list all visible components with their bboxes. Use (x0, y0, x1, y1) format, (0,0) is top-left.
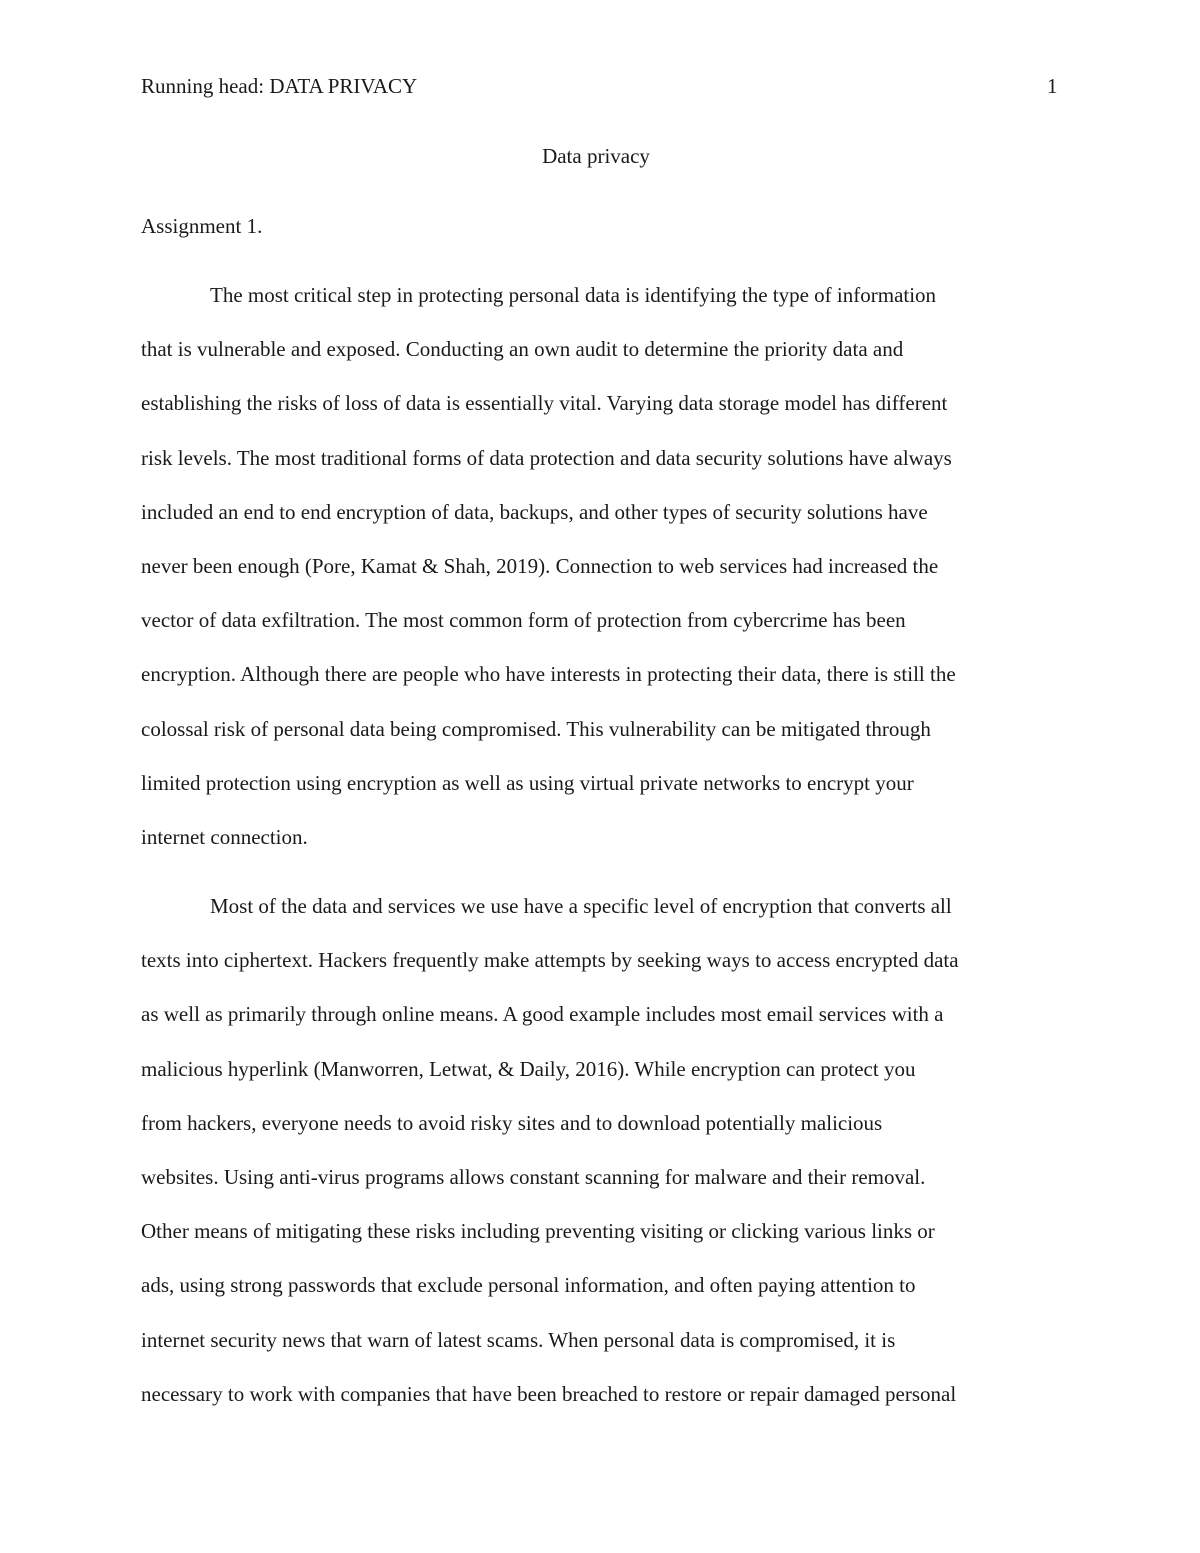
page-number: 1 (1047, 74, 1058, 98)
document-title: Data privacy (542, 144, 650, 168)
text-line: colossal risk of personal data being compromised. This vulnerability can be mitigated through (141, 716, 931, 741)
text-line: vector of data exfiltration. The most common form of protection from cybercrime has been (141, 608, 906, 633)
text-line: that is vulnerable and exposed. Conducting an own audit to determine the priority data and (141, 337, 904, 362)
running-head: Running head: DATA PRIVACY (141, 74, 418, 98)
text-line: malicious hyperlink (Manworren, Letwat, & Daily, 2016). While encryption can protect you (141, 1056, 916, 1081)
text-line: establishing the risks of loss of data is essentially vital. Varying data storage model has different (141, 391, 948, 416)
text-line: Other means of mitigating these risks including preventing visiting or clicking various links or (141, 1219, 935, 1244)
text-line: never been enough (Pore, Kamat & Shah, 2019). Connection to web services had increased the (141, 553, 939, 578)
section-heading: Assignment 1. (141, 214, 263, 238)
text-line: limited protection using encryption as well as using virtual private networks to encrypt your (141, 770, 914, 795)
paragraph-2 (141, 879, 1071, 1421)
text-line: as well as primarily through online means. A good example includes most email services with a (141, 1002, 944, 1027)
text-line: from hackers, everyone needs to avoid risky sites and to download potentially malicious (141, 1110, 883, 1135)
text-line: necessary to work with companies that have been breached to restore or repair damaged personal (141, 1381, 957, 1406)
text-line: internet connection. (141, 824, 308, 849)
text-line: risk levels. The most traditional forms of data protection and data security solutions have always (141, 445, 952, 470)
text-line: included an end to end encryption of data, backups, and other types of security solutions have (141, 499, 928, 524)
text-line: ads, using strong passwords that exclude personal information, and often paying attention to (141, 1273, 916, 1298)
text-line: internet security news that warn of latest scams. When personal data is compromised, it is (141, 1327, 896, 1352)
text-line: websites. Using anti-virus programs allows constant scanning for malware and their removal. (141, 1164, 926, 1189)
text-line: encryption. Although there are people who have interests in protecting their data, there is still the (141, 662, 956, 687)
text-line: The most critical step in protecting personal data is identifying the type of information (210, 283, 937, 307)
paragraph-1 (141, 268, 1071, 864)
text-line: Most of the data and services we use have a specific level of encryption that converts all (210, 894, 952, 918)
text-line: texts into ciphertext. Hackers frequently make attempts by seeking ways to access encrypted data (141, 948, 959, 973)
